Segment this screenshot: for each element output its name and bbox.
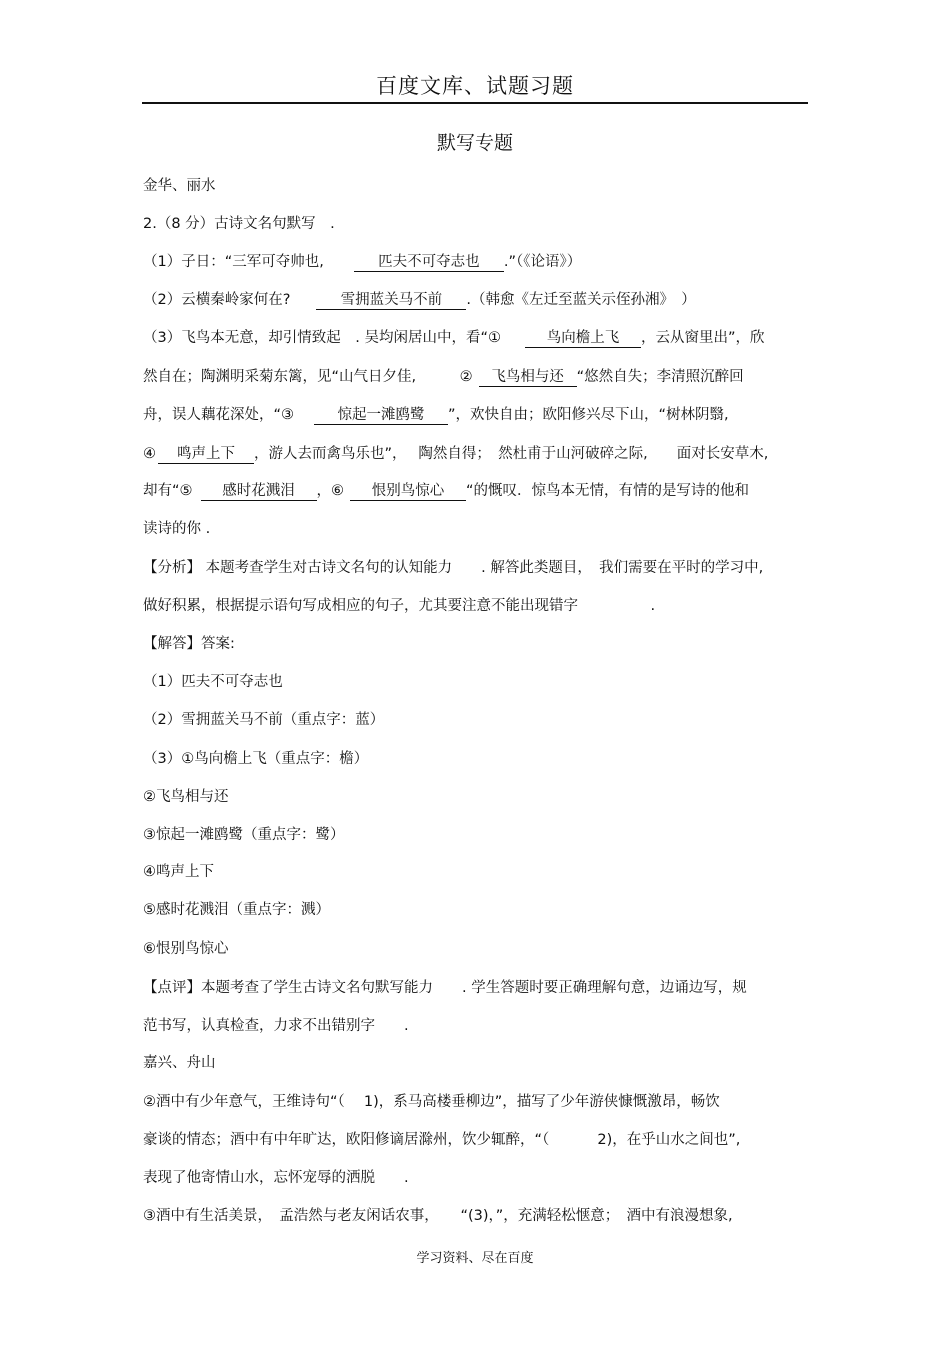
question-line: 豪谈的情态；酒中有中年旷达，欧阳修谪居滁州，饮少辄醉，“（ 2)，在乎山水之间也”, — [143, 1132, 741, 1148]
answer-item: ⑤感时花溅泪（重点字：溅） — [143, 902, 330, 918]
answer-item: ③惊起一滩鸥鹭（重点字：鹭） — [143, 827, 345, 843]
comment-text: 范书写，认真检查，力求不出错别字 . — [143, 1018, 409, 1034]
question-line: 舟，误人藕花深处，“③ 惊起一滩鸥鹭 ”，欢快自由；欧阳修兴尽下山，“树林阴翳, — [143, 407, 729, 423]
header-title: 百度文库、试题习题 — [376, 74, 574, 98]
question-line: （2）云横秦岭家何在? 雪拥蓝关马不前 .（韩愈《左迁至蓝关示侄孙湘》 ） — [143, 292, 696, 308]
answer-blank: 恨别鸟惊心 — [350, 482, 466, 501]
answer-blank: 鸟向檐上飞 — [525, 329, 641, 348]
answer-blank: 飞鸟相与还 — [479, 368, 577, 387]
answer-item: （3）①鸟向檐上飞（重点字：檐） — [143, 751, 369, 767]
answer-blank: 匹夫不可夺志也 — [354, 253, 504, 272]
question-line: 然自在；陶渊明采菊东篱，见“山气日夕佳, ② 飞鸟相与还 “悠然自失；李清照沉醉回 — [143, 369, 744, 385]
analysis-text: 做好积累，根据提示语句写成相应的句子，尤其要注意不能出现错字 . — [143, 598, 656, 614]
question-line: ④ 鸣声上下 ，游人去而禽鸟乐也”， 陶然自得； 然杜甫于山河破碎之际, 面对长安草木, — [143, 446, 769, 462]
page-footer: 学习资料、尽在百度 — [416, 1251, 534, 1266]
header-divider — [142, 102, 808, 104]
answer-item: ②飞鸟相与还 — [143, 789, 229, 805]
question-line: ②酒中有少年意气，王维诗句“（ 1)，系马高楼垂柳边”，描写了少年游侠慷慨激昂，畅饮 — [143, 1094, 720, 1110]
question-line: 读诗的你 . — [143, 521, 211, 537]
answer-item: （1）匹夫不可夺志也 — [143, 674, 283, 690]
question-title: 2.（8 分）古诗文名句默写 . — [143, 216, 335, 232]
region-label: 金华、丽水 — [143, 178, 216, 194]
question-line: 表现了他寄情山水，忘怀宠辱的洒脱 . — [143, 1170, 409, 1186]
analysis-text: 【分析】 本题考查学生对古诗文名句的认知能力 . 解答此类题目， 我们需要在平时的学习中, — [143, 560, 764, 576]
question-line: （1）子日：“三军可夺帅也, 匹夫不可夺志也 .”（《论语》） — [143, 254, 582, 270]
region-label: 嘉兴、舟山 — [143, 1055, 216, 1071]
question-line: 却有“⑤ 感时花溅泪 ，⑥ 恨别鸟惊心 “的慨叹．惊鸟本无情，有情的是写诗的他和 — [143, 483, 750, 499]
answer-blank: 鸣声上下 — [158, 445, 254, 464]
comment-text: 【点评】本题考查了学生古诗文名句默写能力 . 学生答题时要正确理解句意，边诵边写，规 — [143, 980, 747, 996]
document-title: 默写专题 — [436, 132, 513, 154]
answer-blank: 惊起一滩鸥鹭 — [314, 406, 448, 425]
answer-blank: 感时花溅泪 — [201, 482, 317, 501]
question-line: （3）飞鸟本无意，却引情致起 . 吴均闲居山中，看“① 鸟向檐上飞 ，云从窗里出”，欣 — [143, 330, 765, 346]
answer-item: ④鸣声上下 — [143, 864, 214, 880]
question-line: ③酒中有生活美景， 孟浩然与老友闲话农事， “(3)，”，充满轻松惬意； 酒中有浪漫想象, — [143, 1208, 733, 1224]
answer-heading: 【解答】答案: — [143, 636, 235, 652]
answer-blank: 雪拥蓝关马不前 — [316, 291, 466, 310]
answer-item: ⑥恨别鸟惊心 — [143, 941, 229, 957]
answer-item: （2）雪拥蓝关马不前（重点字：蓝） — [143, 712, 385, 728]
